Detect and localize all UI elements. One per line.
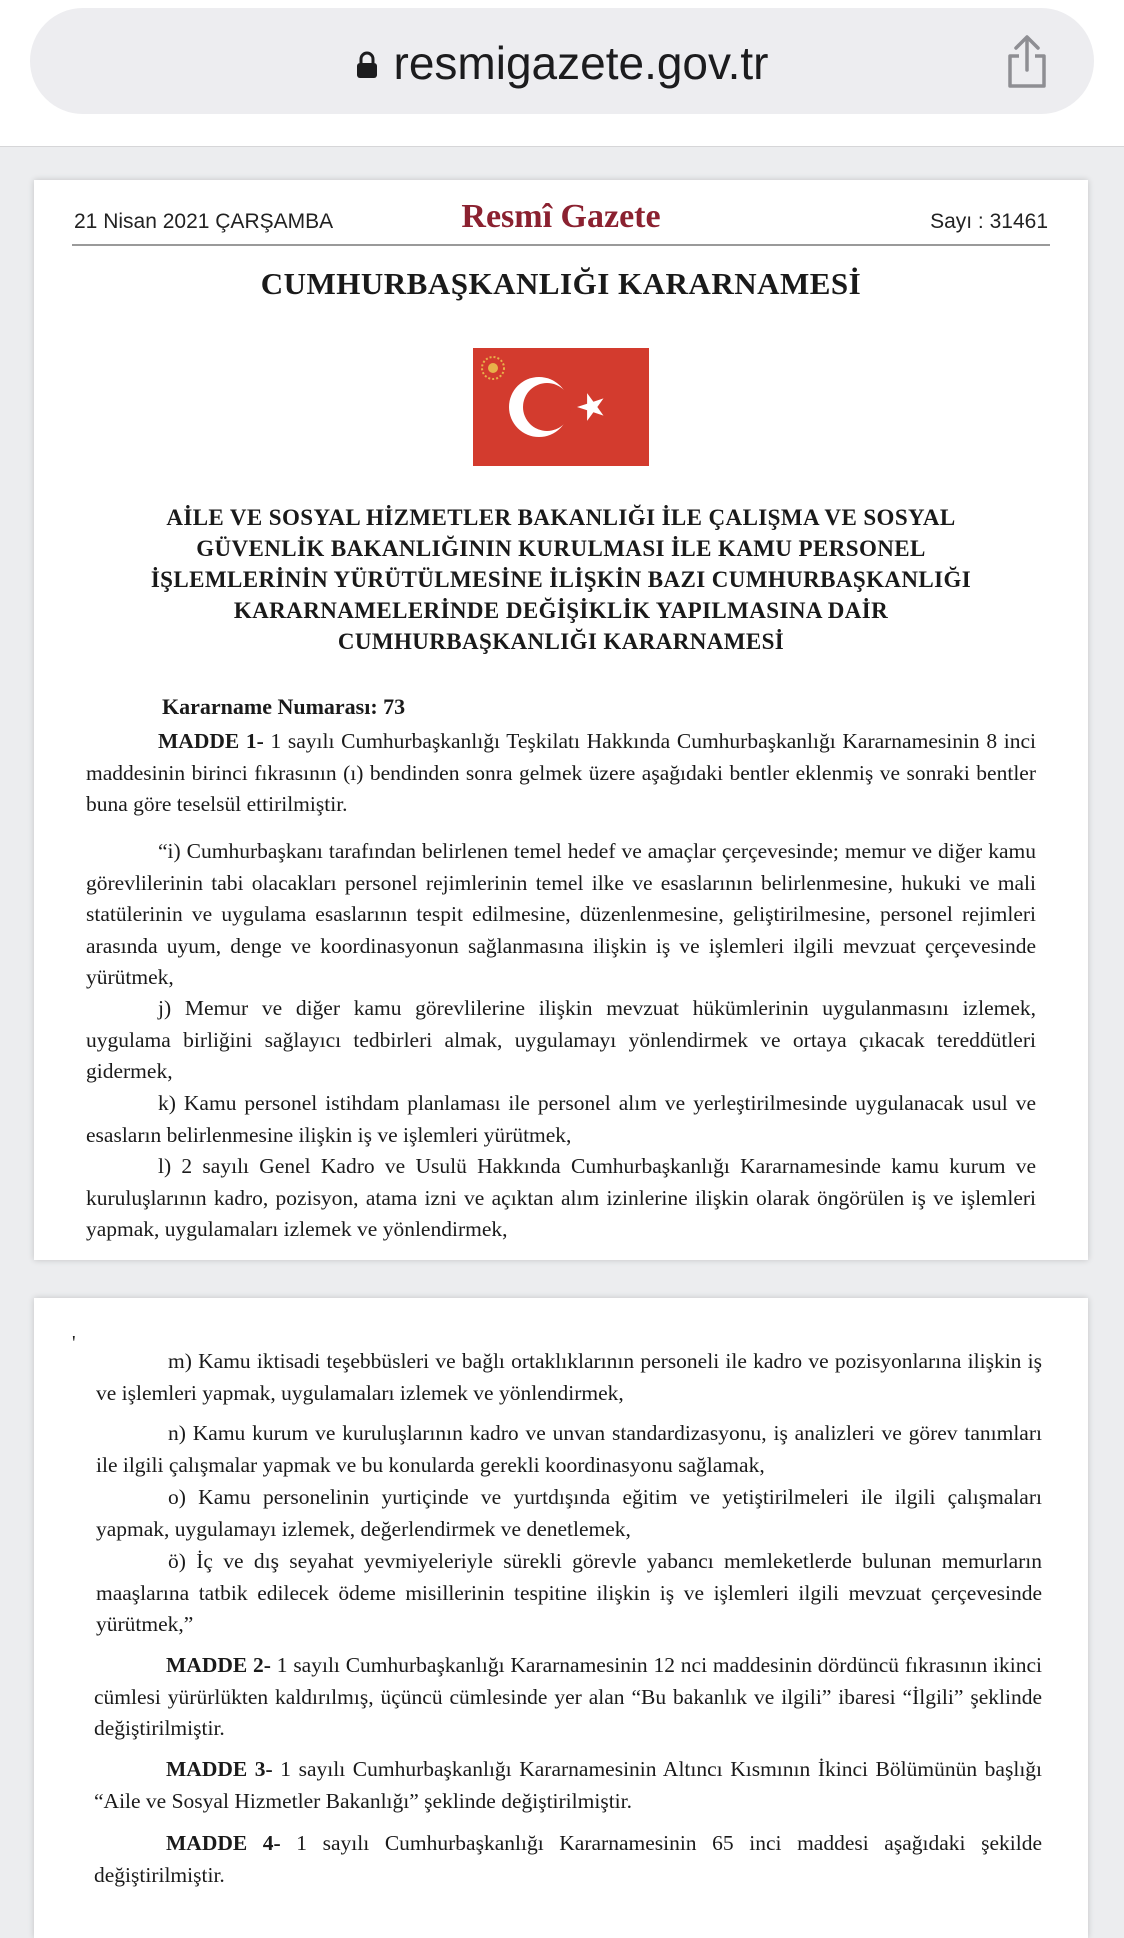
madde-1 bbox=[86, 726, 1036, 821]
madde-label: MADDE 2- bbox=[166, 1653, 271, 1677]
gazette-issue-number: Sayı : 31461 bbox=[930, 210, 1048, 233]
bent-k: k) Kamu personel istihdam planlaması ile personel alım ve yerleştirilmesinde uygulanacak usul ve esasların belirlenmesine ilişkin iş ve işlemleri yürütmek, bbox=[86, 1091, 1036, 1147]
document-page-2 bbox=[34, 1298, 1088, 1938]
browser-toolbar bbox=[0, 0, 1124, 147]
madde-label: MADDE 4- bbox=[166, 1831, 281, 1855]
url-text: resmigazete.gov.tr bbox=[393, 37, 769, 89]
bent-o: o) Kamu personelinin yurtiçinde ve yurtdışında eğitim ve yetiştirilmeleri ile ilgili çalışmaları yapmak, uygulamayı izlemek, değerlendirmek ve denetlemek, bbox=[96, 1485, 1042, 1541]
gazette-date: 21 Nisan 2021 ÇARŞAMBA bbox=[74, 210, 334, 233]
bent-j: j) Memur ve diğer kamu görevlilerine ilişkin mevzuat hükümlerinin uygulanmasını izlemek, uygulama birliğini sağlayıcı tedbirleri almak, uygulamayı yönlendirmek ve ortaya çıkacak tereddütleri gidermek, bbox=[86, 996, 1036, 1083]
share-icon[interactable] bbox=[1004, 32, 1050, 97]
header-divider bbox=[72, 244, 1050, 246]
page-mark: ' bbox=[72, 1332, 76, 1354]
madde-2 bbox=[94, 1650, 1042, 1745]
madde-text: 1 sayılı Cumhurbaşkanlığı Teşkilatı Hakkında Cumhurbaşkanlığı Kararnamesinin 8 inci maddesinin birinci fıkrasının (ı) bendinden sonra gelmek üzere aşağıdaki bentler eklenmiş ve sonraki bentler buna göre teselsül ettirilmiştir. bbox=[86, 729, 1036, 816]
kararname-number: Kararname Numarası: 73 bbox=[162, 694, 406, 719]
address-bar[interactable] bbox=[30, 8, 1094, 114]
madde-label: MADDE 3- bbox=[166, 1757, 273, 1781]
turkish-flag-icon bbox=[473, 348, 649, 471]
madde-text: 1 sayılı Cumhurbaşkanlığı Kararnamesinin Altıncı Kısmının İkinci Bölümünün başlığı “Aile ve Sosyal Hizmetler Bakanlığı” şeklinde değiştirilmiştir. bbox=[94, 1757, 1043, 1813]
lock-icon bbox=[356, 36, 378, 90]
bent-l: l) 2 sayılı Genel Kadro ve Usulü Hakkında Cumhurbaşkanlığı Kararnamesinde kamu kurum ve kuruluşlarının kadro, pozisyon, atama izni ve açıktan alım izinlerine ilişkin olarak öngörülen iş ve işlemleri yapmak, uygulamaları izlemek ve yönlendirmek, bbox=[86, 1154, 1036, 1241]
bent-m: m) Kamu iktisadi teşebbüsleri ve bağlı ortaklıklarının personeli ile kadro ve pozisyonlarına ilişkin iş ve işlemleri yapmak, uygulamaları izlemek ve yönlendirmek, bbox=[96, 1349, 1042, 1405]
madde-text: 1 sayılı Cumhurbaşkanlığı Kararnamesinin 65 inci maddesi aşağıdaki şekilde değiştirilmiştir. bbox=[94, 1831, 1042, 1887]
gazette-title: Resmî Gazete bbox=[461, 198, 661, 235]
madde-4 bbox=[94, 1828, 1042, 1891]
kararname-title: AİLE VE SOSYAL HİZMETLER BAKANLIĞI İLE ÇALIŞMA VE SOSYAL GÜVENLİK BAKANLIĞININ KURULMASI İLE KAMU PERSONEL İŞLEMLERİNİN YÜRÜTÜLMESİNE İLİŞKİN BAZI CUMHURBAŞKANLIĞI KARARNAMELERİNDE DEĞİŞİKLİK YAPILMASINA DAİR CUMHURBAŞKANLIĞI KARARNAMESİ bbox=[150, 505, 972, 654]
madde-text: 1 sayılı Cumhurbaşkanlığı Kararnamesinin 12 nci maddesinin dördüncü fıkrasının ikinci cümlesi yürürlükten kaldırılmış, üçüncü cümlesinde yer alan “Bu bakanlık ve ilgili” ibaresi “İlgili” şeklinde değiştirilmiştir. bbox=[94, 1653, 1042, 1740]
document-page-1 bbox=[34, 180, 1088, 1260]
document-type-heading: CUMHURBAŞKANLIĞI KARARNAMESİ bbox=[260, 266, 862, 301]
bent-oe: ö) İç ve dış seyahat yevmiyeleriyle sürekli görevle yabancı memleketlerde bulunan memurların maaşlarına tatbik edilecek ödeme misillerinin tespitine ilişkin iş ve işlemleri ilgili mevzuat çerçevesinde yürütmek,” bbox=[96, 1549, 1042, 1636]
bent-i: “i) Cumhurbaşkanı tarafından belirlenen temel hedef ve amaçlar çerçevesinde; memur ve diğer kamu görevlilerinin tabi olacakları personel rejimlerinin temel ilke ve esaslarının belirlenmesine, hukuki ve mali statülerinin ve uygulama esaslarının tespit edilmesine, düzenlenmesine, geliştirilmesine, personel rejimleri arasında uyum, denge ve koordinasyonun sağlanmasına ilişkin iş ve işlemleri ilgili mevzuat çerçevesinde yürütmek, bbox=[86, 839, 1036, 989]
bent-n: n) Kamu kurum ve kuruluşlarının kadro ve unvan standardizasyonu, iş analizleri ve görev tanımları ile ilgili çalışmalar yapmak ve bu konularda gerekli koordinasyonu sağlamak, bbox=[96, 1421, 1042, 1477]
madde-label: MADDE 1- bbox=[158, 729, 264, 753]
url-display[interactable] bbox=[30, 36, 1094, 94]
madde-3 bbox=[94, 1754, 1042, 1817]
